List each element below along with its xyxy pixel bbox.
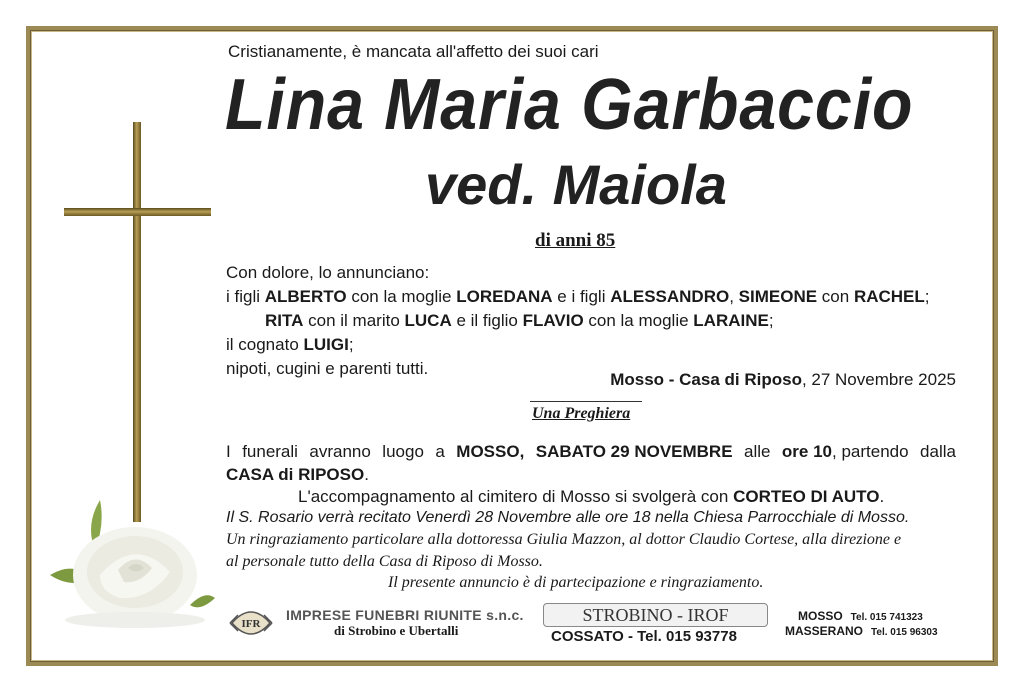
cossato-phone: COSSATO - Tel. 015 93778 bbox=[551, 628, 737, 645]
widow-name: ved. Maiola bbox=[425, 153, 727, 216]
deceased-name: Lina Maria Garbaccio bbox=[225, 65, 914, 145]
mosso-phone: MOSSO Tel. 015 741323 bbox=[798, 609, 923, 623]
place-date: Mosso - Casa di Riposo, 27 Novembre 2025 bbox=[610, 370, 956, 389]
announce-children: i figli ALBERTO con la moglie LOREDANA e i figli ALESSANDRO, SIMEONE con RACHEL; bbox=[226, 287, 930, 306]
prayer-label: Una Preghiera bbox=[532, 405, 631, 422]
funeral-line-3: L'accompagnamento al cimitero di Mosso si svolgerà con CORTEO DI AUTO. bbox=[298, 487, 885, 506]
company-name: IMPRESE FUNEBRI RIUNITE s.n.c. bbox=[286, 607, 524, 623]
masserano-phone: MASSERANO Tel. 015 96303 bbox=[785, 624, 938, 638]
brand-box: STROBINO - IROF bbox=[543, 603, 768, 627]
thanks-line-2: al personale tutto della Casa di Riposo di Mosso. bbox=[226, 553, 543, 570]
announce-brother-in-law: il cognato LUIGI; bbox=[226, 335, 354, 354]
rosary-text: Il S. Rosario verrà recitato Venerdì 28 Novembre alle ore 18 nella Chiesa Parrocchiale di Mosso. bbox=[226, 509, 910, 526]
funeral-line-2: CASA di RIPOSO. bbox=[226, 465, 369, 484]
ifr-logo-icon bbox=[228, 605, 274, 641]
announce-lead: Con dolore, lo annunciano: bbox=[226, 263, 430, 282]
funeral-line-1: I funerali avranno luogo a MOSSO, SABATO 29 NOVEMBRE alle ore 10, partendo dalla bbox=[226, 442, 956, 461]
age-text: di anni 85 bbox=[535, 230, 616, 251]
thanks-line-1: Un ringraziamento particolare alla dottoressa Giulia Mazzon, al dottor Claudio Cortese, alla direzione e bbox=[226, 531, 902, 548]
cross-icon bbox=[133, 122, 141, 522]
company-owners: di Strobino e Ubertalli bbox=[334, 623, 459, 638]
logo-letters: IFR bbox=[241, 618, 261, 630]
announce-relatives: nipoti, cugini e parenti tutti. bbox=[226, 359, 429, 378]
prayer-rule bbox=[530, 401, 642, 402]
announce-rita: RITA con il marito LUCA e il figlio FLAVIO con la moglie LARAINE; bbox=[265, 311, 774, 330]
white-rose-icon bbox=[40, 480, 220, 630]
intro-text: Cristianamente, è mancata all'affetto dei suoi cari bbox=[228, 42, 599, 61]
notice-text: Il presente annuncio è di partecipazione e ringraziamento. bbox=[388, 574, 764, 591]
cross-icon-bar bbox=[64, 208, 211, 216]
